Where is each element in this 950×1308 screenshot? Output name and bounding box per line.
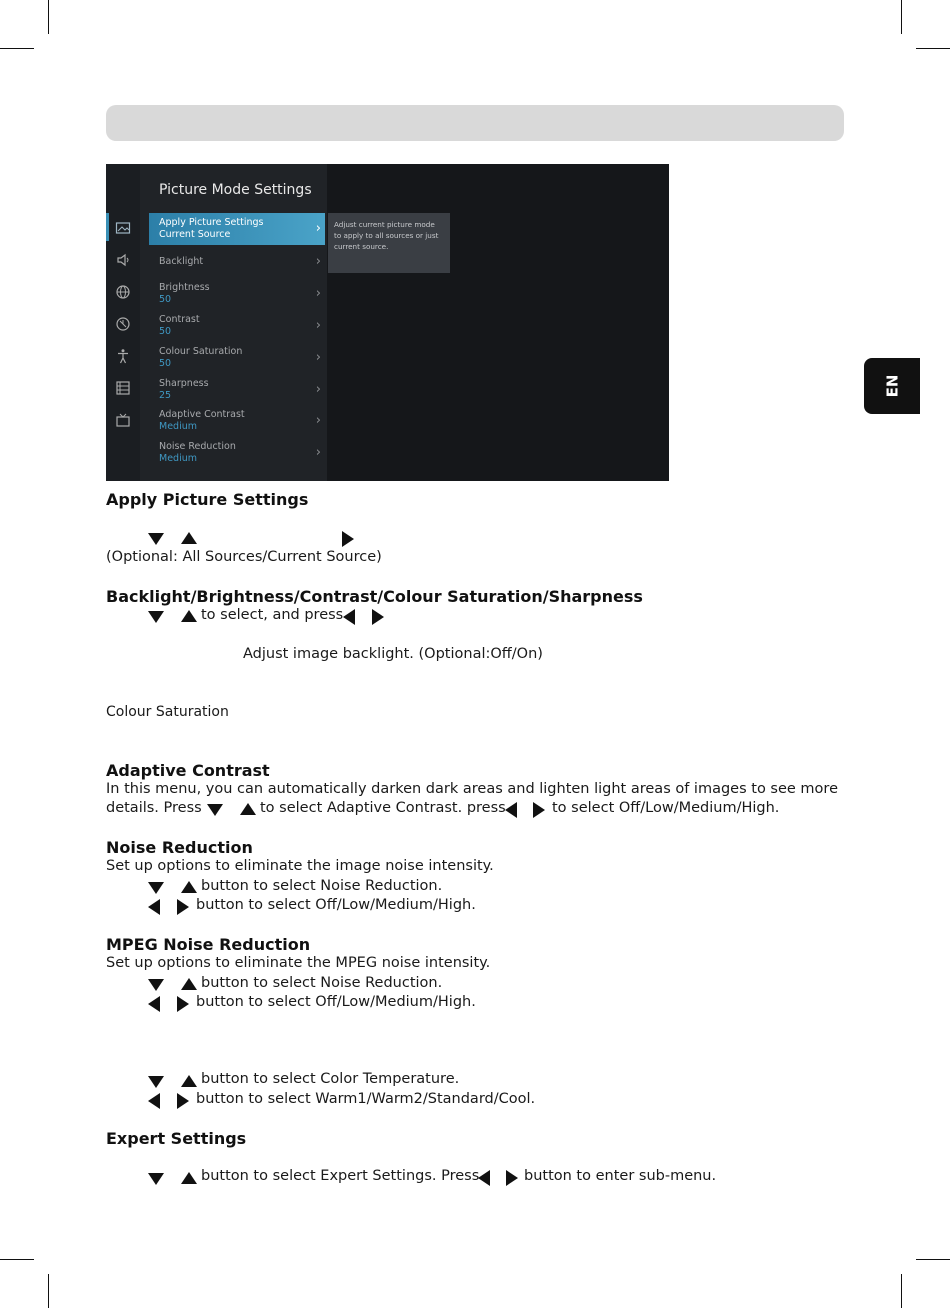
right-arrow-icon [372,609,384,625]
crop-mark [901,0,902,34]
chevron-right-icon: › [315,413,321,428]
heading-expert-settings: Expert Settings [106,1129,247,1148]
right-arrow-icon [533,802,545,818]
up-arrow-icon [181,978,197,990]
up-arrow-icon [181,881,197,893]
left-arrow-icon [148,1093,160,1109]
chevron-right-icon: › [315,254,321,269]
backlight-description: Adjust image backlight. (Optional:Off/On) [243,646,543,662]
chevron-right-icon: › [315,382,321,397]
tv-item-sharpness[interactable] [149,374,325,406]
chevron-right-icon: › [315,318,321,333]
tv-item-brightness[interactable] [149,278,325,310]
tv-item-label: Backlight [159,256,204,267]
tv-tooltip: Adjust current picture mode to apply to all sources or just current source. [328,213,450,273]
tv-item-label: Adaptive Contrast [159,409,245,420]
tv-item-value: Medium [159,421,197,432]
tv-item-adaptive-contrast[interactable] [149,405,325,437]
mpeg-select-text: button to select Noise Reduction. [201,975,443,991]
up-arrow-icon [181,532,197,544]
crop-mark [901,1274,902,1308]
crop-mark [916,48,950,49]
chevron-right-icon: › [315,221,321,236]
mpeg-description: Set up options to eliminate the MPEG noise intensity. [106,955,491,971]
tv-item-label: Noise Reduction [159,441,236,452]
heading-adaptive-contrast: Adaptive Contrast [106,761,270,780]
expert-enter-text: button to enter sub-menu. [524,1168,717,1184]
picture-icon [115,220,131,236]
heading-apply-picture-settings: Apply Picture Settings [106,490,309,509]
crop-mark [48,1274,49,1308]
noise-description: Set up options to eliminate the image noise intensity. [106,858,494,874]
language-tab [864,358,920,414]
colour-saturation-label: Colour Saturation [106,704,229,720]
tv-icon [115,412,131,428]
up-arrow-icon [181,1172,197,1184]
left-arrow-icon [148,899,160,915]
down-arrow-icon [148,1173,164,1185]
tv-item-value: Current Source [159,229,231,240]
crop-mark [916,1259,950,1260]
mpeg-options-text: button to select Off/Low/Medium/High. [196,994,476,1010]
left-arrow-icon [505,802,517,818]
right-arrow-icon [177,899,189,915]
accessibility-icon [115,348,131,364]
tv-item-label: Apply Picture Settings [159,217,264,228]
crop-mark [0,1259,34,1260]
apply-options-text: (Optional: All Sources/Current Source) [106,549,382,565]
left-arrow-icon [478,1170,490,1186]
down-arrow-icon [148,533,164,545]
color-temp-select-text: button to select Color Temperature. [201,1071,460,1087]
tv-item-label: Brightness [159,282,210,293]
left-arrow-icon [343,609,355,625]
tv-item-value: 50 [159,358,172,369]
chevron-right-icon: › [315,445,321,460]
right-arrow-icon [342,531,354,547]
down-arrow-icon [148,979,164,991]
up-arrow-icon [181,610,197,622]
channel-list-icon [115,380,131,396]
right-arrow-icon [177,996,189,1012]
tv-item-noise-reduction[interactable] [149,437,325,469]
heading-noise-reduction: Noise Reduction [106,838,253,857]
crop-mark [0,48,34,49]
tv-item-value: Medium [159,453,197,464]
tv-item-backlight[interactable] [149,246,325,278]
down-arrow-icon [148,1076,164,1088]
left-arrow-icon [148,996,160,1012]
crop-mark [48,0,49,34]
chevron-right-icon: › [315,286,321,301]
right-arrow-icon [177,1093,189,1109]
adaptive-select-text: to select Adaptive Contrast. press [260,800,506,816]
backlight-select-text: to select, and press [201,607,344,623]
network-icon [115,284,131,300]
tv-item-value: 50 [159,294,172,305]
tv-menu-title: Picture Mode Settings [159,182,312,198]
language-tab-label: EN [883,374,901,398]
rail-selection-indicator [106,213,109,241]
tv-menu-screenshot [106,164,669,481]
up-arrow-icon [240,803,256,815]
adaptive-press-text: details. Press [106,800,202,816]
header-bar [106,105,844,141]
adaptive-options-text: to select Off/Low/Medium/High. [552,800,780,816]
down-arrow-icon [148,611,164,623]
adaptive-description: In this menu, you can automatically darken dark areas and lighten light areas of images to see more [106,781,838,797]
chevron-right-icon: › [315,350,321,365]
color-temp-options-text: button to select Warm1/Warm2/Standard/Cool. [196,1091,536,1107]
down-arrow-icon [207,804,223,816]
noise-options-text: button to select Off/Low/Medium/High. [196,897,476,913]
noise-select-text: button to select Noise Reduction. [201,878,443,894]
tv-item-label: Colour Saturation [159,346,243,357]
down-arrow-icon [148,882,164,894]
heading-backlight-group: Backlight/Brightness/Contrast/Colour Saturation/Sharpness [106,587,643,606]
expert-select-text: button to select Expert Settings. Press [201,1168,480,1184]
heading-mpeg-noise-reduction: MPEG Noise Reduction [106,935,311,954]
general-icon [115,316,131,332]
tv-icon-rail [106,164,140,481]
sound-icon [115,252,131,268]
tv-item-contrast[interactable] [149,310,325,342]
tv-item-apply-picture-settings[interactable] [149,213,325,245]
tv-item-colour-saturation[interactable] [149,342,325,374]
tv-item-value: 50 [159,326,172,337]
right-arrow-icon [506,1170,518,1186]
tv-item-value: 25 [159,390,172,401]
up-arrow-icon [181,1075,197,1087]
tv-item-label: Sharpness [159,378,209,389]
tv-item-label: Contrast [159,314,200,325]
